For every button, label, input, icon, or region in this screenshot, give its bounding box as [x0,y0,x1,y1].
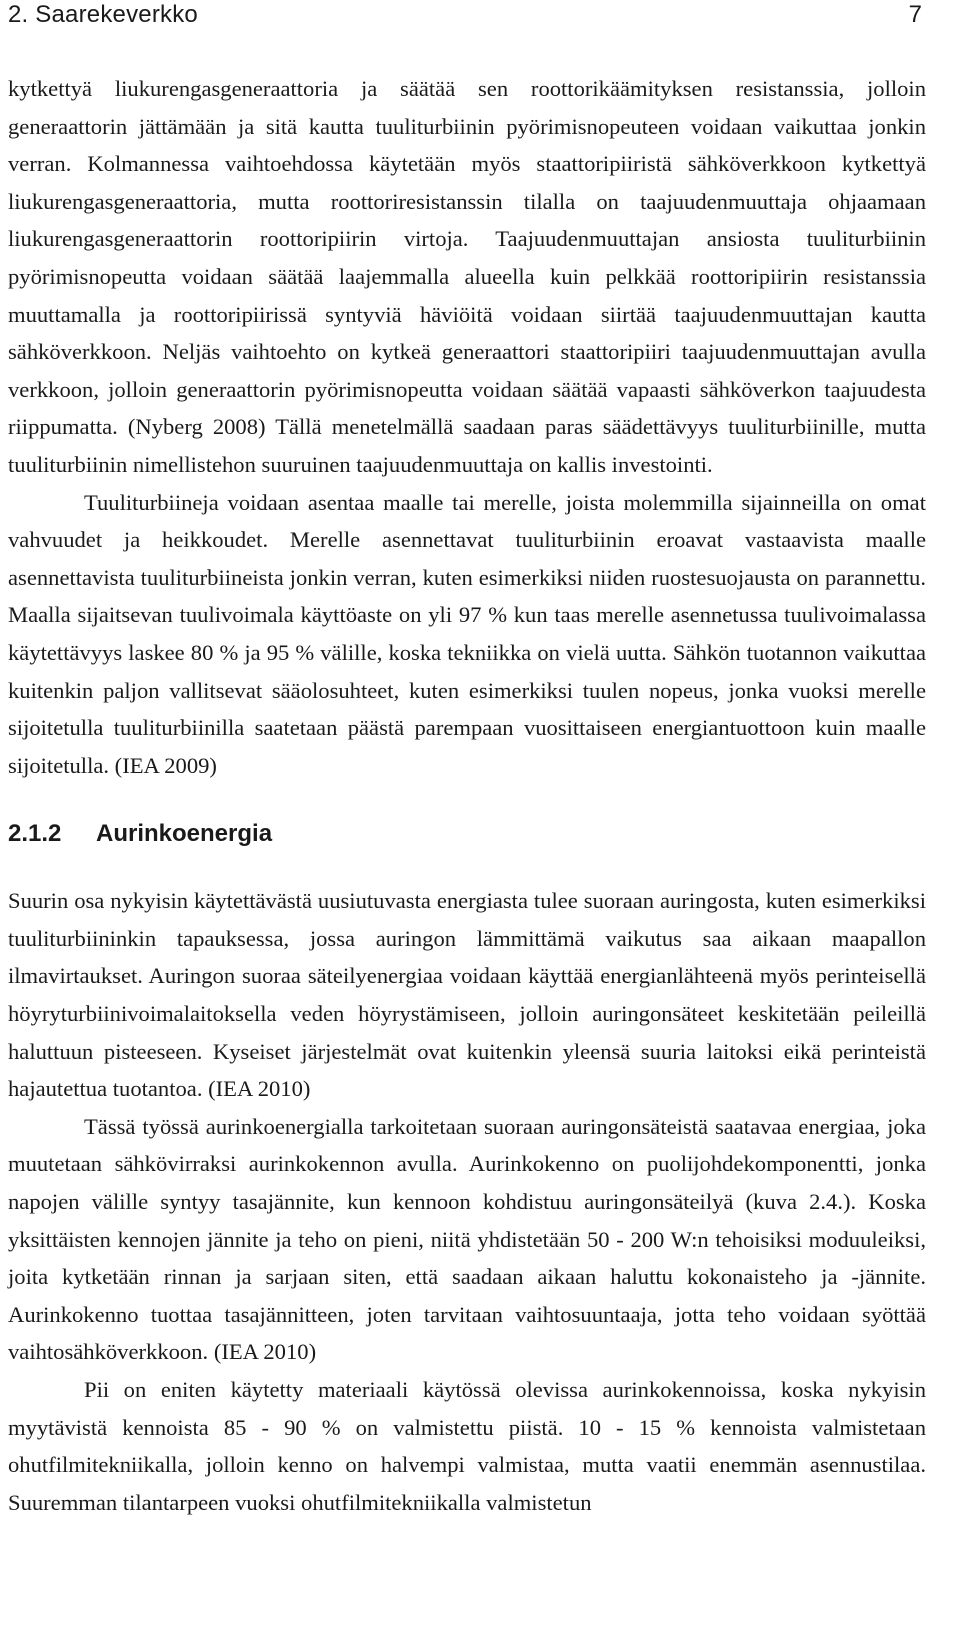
paragraph-solar-cells: Tässä työssä aurinkoenergialla tarkoitetaan suoraan auringonsäteistä saatavaa energiaa, joka muutetaan sähkövirraksi aurinkokennon avulla. Aurinkokenno on puolijohdekomponentti, jonka napojen välille syntyy tasajännite, kun kennoon kohdistuu auringonsäteilyä (kuva 2.4.). Koska yksittäisten kennojen jännite ja teho on pieni, niitä yhdistetään 50 - 200 W:n tehoisiksi moduuleiksi, joita kytketään rinnan ja sarjaan siten, että saadaan aikaan haluttu kokonaisteho ja -jännite. Aurinkokenno tuottaa tasajännitteen, joten tarvitaan vaihtosuuntaaja, jotta teho voidaan syöttää vaihtosähköverkkoon. (IEA 2010) [8,1113,926,1365]
chapter-title: 2. Saarekeverkko [8,1,198,28]
page-number: 7 [908,1,922,28]
running-header [8,0,926,30]
body-text [8,70,926,1521]
paragraph-solar-intro: Suurin osa nykyisin käytettävästä uusiutuvasta energiasta tulee suoraan auringosta, kuten esimerkiksi tuuliturbiininkin tapauksessa, jossa auringon lämmittämä vaikutus saa aikaan maapallon ilmavirtaukset. Auringon suoraa säteilyenergiaa voidaan käyttää energianlähteenä myös perinteisellä höyryturbiinivoimalaitoksella veden höyrystämiseen, jolloin auringonsäteet keskitetään peileillä haluttuun pisteeseen. Kyseiset järjestelmät ovat kuitenkin yleensä suuria laitoksi eikä perinteistä hajautettua tuotantoa. (IEA 2010) [8,888,926,1102]
paragraph-wind-turbine-placement: Tuuliturbiineja voidaan asentaa maalle tai merelle, joista molemmilla sijainneilla on omat vahvuudet ja heikkoudet. Merelle asennettavat tuuliturbiinin eroavat vastaavista maalle asennettavista tuuliturbiineista jonkin verran, kuten esimerkiksi niiden ruostesuojausta on parannettu. Maalla sijaitsevan tuulivoimala käyttöaste on yli 97 % kun taas merelle asennetussa tuulivoimalassa käytettävyys laskee 80 % ja 95 % välille, koska tekniikka on vielä uutta. Sähkön tuotannon vaikuttaa kuitenkin paljon vallitsevat sääolosuhteet, kuten esimerkiksi tuulen nopeus, jonka vuoksi merelle sijoitetulla tuuliturbiinilla saatetaan päästä parempaan vuosittaiseen energiantuottoon kuin maalle sijoitetulla. (IEA 2009) [8,489,926,778]
section-number: 2.1.2 [8,820,62,848]
paragraph-wind-turbine-control: kytkettyä liukurengasgeneraattoria ja säätää sen roottorikäämityksen resistanssia, jolloin generaattorin jättämään ja sitä kautta tuuliturbiinin pyörimisnopeuteen voidaan vaikuttaa jonkin verran. Kolmannessa vaihtoehdossa käytetään myös staattoripiiristä sähköverkkoon kytkettyä liukurengasgeneraattoria, mutta roottoriresistanssin tilalla on taajuudenmuuttaja ohjaamaan liukurengasgeneraattorin roottoripiirin virtoja. Taajuudenmuuttajan ansiosta tuuliturbiinin pyörimisnopeutta voidaan säätää laajemmalla alueella kuin pelkkää roottoripiirin resistanssia muuttamalla ja roottoripiirissä syntyviä häviöitä voidaan siirtää taajuudenmuuttajan kautta sähköverkkoon. Neljäs vaihtoehto on kytkeä generaattori staattoripiiri taajuudenmuuttajan avulla verkkoon, jolloin generaattorin pyörimisnopeutta voidaan säätää vapaasti sähköverkon taajuudesta riippumatta. (Nyberg 2008) Tällä menetelmällä saadaan paras säädettävyys tuuliturbiinille, mutta tuuliturbiinin nimellistehon suuruinen taajuudenmuuttaja on kallis investointi. [8,76,926,477]
section-title: Aurinkoenergia [96,820,273,848]
section-heading [8,819,926,849]
paragraph-silicon-cells: Pii on eniten käytetty materiaali käytössä olevissa aurinkokennoissa, koska nykyisin myytävistä kennoista 85 - 90 % on valmistettu piistä. 10 - 15 % kennoista valmistetaan ohutfilmitekniikalla, jolloin kenno on halvempi valmistaa, mutta vaatii enemmän asennustilaa. Suuremman tilantarpeen vuoksi ohutfilmitekniikalla valmistetun [8,1377,926,1515]
